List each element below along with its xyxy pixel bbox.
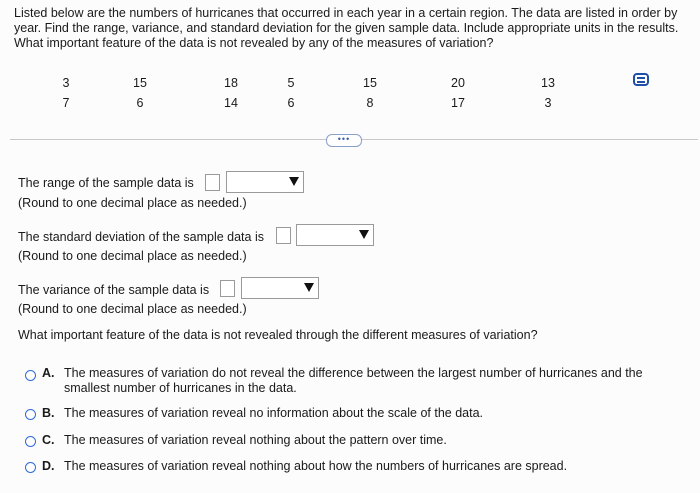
option-text: The measures of variation reveal nothing about how the numbers of hurricanes are spread. <box>64 459 568 473</box>
option-letter: A. <box>42 366 55 380</box>
option-d-radio[interactable] <box>25 462 36 473</box>
data-cell: 6 <box>287 96 295 110</box>
data-cell: 20 <box>451 76 465 90</box>
chevron-down-icon <box>359 230 369 239</box>
chevron-down-icon <box>304 283 314 292</box>
option-letter: D. <box>42 459 55 473</box>
variance-note: (Round to one decimal place as needed.) <box>18 302 247 316</box>
option-text: The measures of variation reveal no information about the scale of the data. <box>64 406 483 420</box>
data-table <box>30 76 650 116</box>
data-cell: 5 <box>287 76 295 90</box>
std-note: (Round to one decimal place as needed.) <box>18 249 247 263</box>
feature-question: What important feature of the data is not revealed through the different measures of variation? <box>18 328 538 342</box>
std-value-input[interactable] <box>276 227 291 244</box>
range-note: (Round to one decimal place as needed.) <box>18 196 247 210</box>
data-cell: 14 <box>224 96 238 110</box>
data-cell: 15 <box>133 76 147 90</box>
data-cell: 17 <box>451 96 465 110</box>
variance-value-input[interactable] <box>220 280 235 297</box>
std-label: The standard deviation of the sample data is <box>18 230 264 244</box>
option-c[interactable] <box>42 433 682 448</box>
option-d[interactable] <box>42 459 682 474</box>
range-label: The range of the sample data is <box>18 176 194 190</box>
variance-label: The variance of the sample data is <box>18 283 210 297</box>
option-c-radio[interactable] <box>25 436 36 447</box>
option-text: The measures of variation do not reveal the difference between the largest number of hurricanes and the smallest number of hurricanes in the data. <box>64 366 643 395</box>
variance-unit-dropdown[interactable] <box>241 277 319 299</box>
data-cell: 8 <box>366 96 374 110</box>
option-a[interactable] <box>42 366 682 395</box>
data-cell: 18 <box>224 76 238 90</box>
option-a-radio[interactable] <box>25 370 36 381</box>
option-letter: C. <box>42 433 55 447</box>
question-text: Listed below are the numbers of hurricanes that occurred in each year in a certain region. The data are listed in order by year. Find the range, variance, and standard deviation for the given sample data. Include appropriate units in the results. What important feature of the data is not revealed by any of the measures of variation? <box>14 6 679 50</box>
data-cell: 3 <box>544 96 552 110</box>
option-text: The measures of variation reveal nothing about the pattern over time. <box>64 433 447 447</box>
chevron-down-icon <box>289 177 299 186</box>
option-b-radio[interactable] <box>25 409 36 420</box>
std-unit-dropdown[interactable] <box>296 224 374 246</box>
data-cell: 3 <box>62 76 70 90</box>
more-button[interactable]: ••• <box>326 134 362 147</box>
range-value-input[interactable] <box>205 174 220 191</box>
data-cell: 6 <box>136 96 144 110</box>
option-letter: B. <box>42 406 55 420</box>
data-table-icon[interactable] <box>633 73 649 86</box>
range-unit-dropdown[interactable] <box>226 171 304 193</box>
option-b[interactable] <box>42 406 682 421</box>
data-cell: 13 <box>541 76 555 90</box>
data-cell: 15 <box>363 76 377 90</box>
data-cell: 7 <box>62 96 70 110</box>
